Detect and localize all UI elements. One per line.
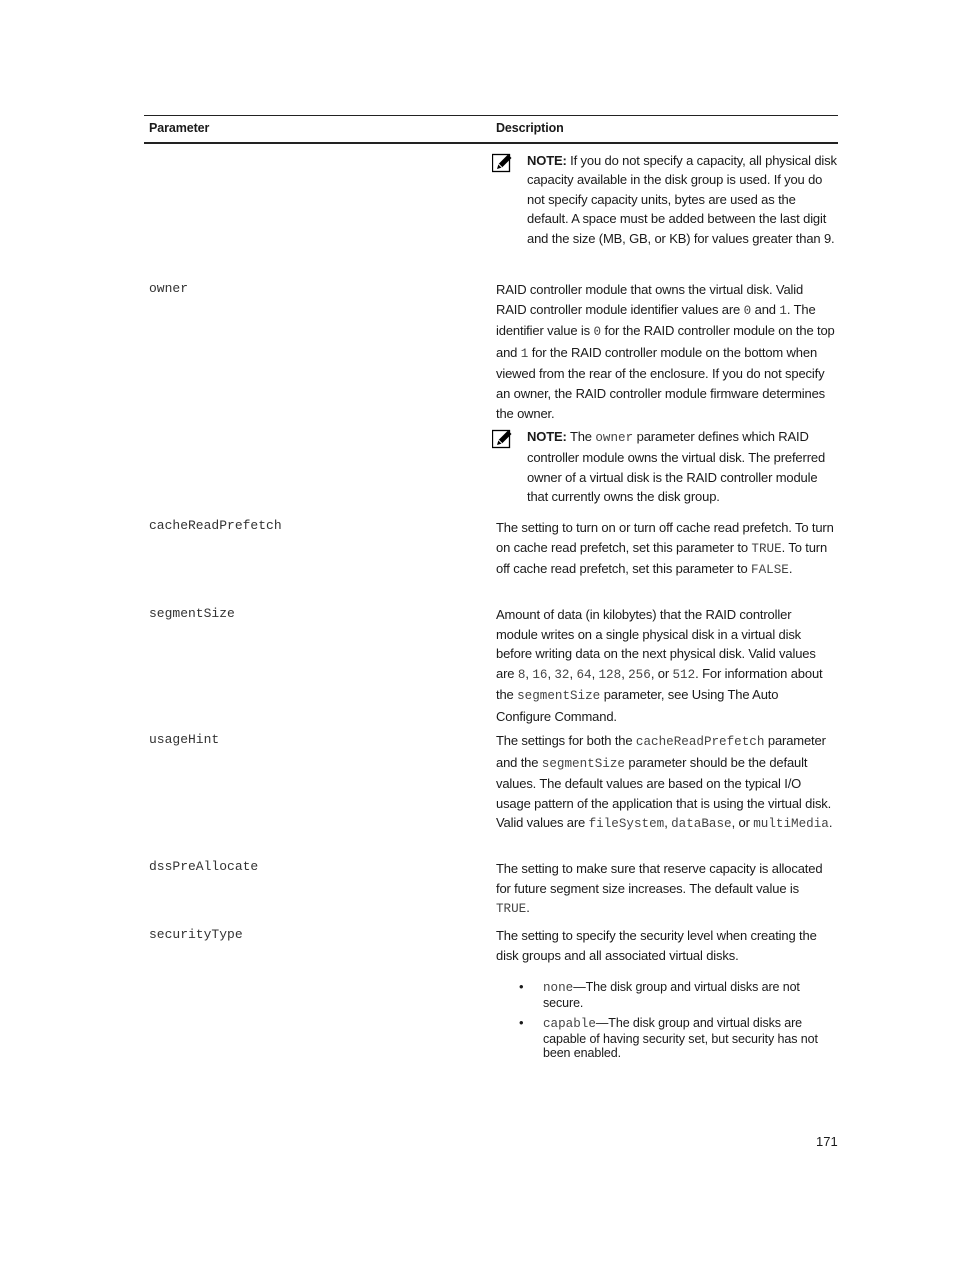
code-value: 1 [520,346,529,361]
note-capacity [527,151,839,248]
desc-text: . [526,900,530,916]
code-value: 512 [672,667,696,682]
desc-text: . To turn off cache read prefetch, set this parameter to [496,539,828,577]
note-text: parameter defines which RAID controller module owns the virtual disk. The preferred owner of a virtual disk is the RAID controller module that currently owns the disk group. [527,429,826,505]
code-value: dataBase [671,817,732,832]
header-description: Description [496,121,564,135]
code-value: segmentSize [541,756,625,771]
code-value: segmentSize [517,689,601,704]
bullet-text: —The disk group and virtual disks are not secure. [543,980,800,1010]
param-usageHint: usageHint [149,732,220,747]
param-cacheReadPrefetch: cacheReadPrefetch [149,518,282,533]
code-value: 0 [743,303,752,318]
desc-text: The settings for both the [496,733,636,748]
page-number: 171 [816,1134,838,1149]
code-value: fileSystem [588,817,665,832]
code-value: 32 [554,667,570,682]
param-securityType: securityType [149,927,243,942]
code-value: owner [595,431,634,445]
desc-securityType: The setting to specify the security level when creating the disk groups and all associated virtual disks. [496,928,817,963]
desc-text: . [788,561,793,577]
code-value: 1 [779,303,787,318]
code-value: 8 [517,667,526,682]
param-dssPreAllocate: dssPreAllocate [149,859,259,874]
desc-text: parameter, see Using The Auto Configure Command. [496,687,779,724]
separator: , [591,665,599,681]
bullet: • [519,979,524,994]
desc-segmentSize [496,605,836,727]
desc-text: Amount of data (in kilobytes) that the RAID controller module writes on a single physical disk in a virtual disk before writing data on the next physical disk. Valid values are [496,607,816,681]
code-value: TRUE [496,902,527,917]
separator: , [525,665,533,681]
desc-text: and [751,301,780,317]
note-owner [527,427,839,507]
code-value: 64 [576,667,592,682]
table-header [144,115,838,144]
desc-dssPreAllocate [496,859,836,920]
note-label: NOTE: [527,429,567,444]
desc-text: The setting to make sure that reserve capacity is allocated for future segment size increases. The default value is [496,861,823,896]
separator: , [621,665,629,681]
note-text: The [569,429,596,444]
note-text: If you do not specify a capacity, all physical disk capacity available in the disk group is used. If you do not specify capacity units, bytes are used as the default. A space must be added between the last digit and the size (MB, GB, or KB) for values greater than 9. [527,153,837,246]
desc-owner [496,280,836,423]
note-label: NOTE: [527,153,567,168]
code-value: TRUE [751,541,782,556]
desc-text: . [828,815,833,831]
desc-text: The setting to turn on or turn off cache read prefetch. To turn on cache read prefetch, set this parameter to [496,520,834,555]
separator: , or [650,665,673,681]
param-owner: owner [149,281,189,296]
desc-cacheReadPrefetch [496,518,836,581]
desc-text: , or [731,815,754,831]
separator: , [547,665,555,681]
separator: , [569,665,577,681]
header-parameter: Parameter [149,121,210,135]
note-pencil-icon [492,428,514,450]
bullet-text: —The disk group and virtual disks are capable of having security set, but security has not been enabled. [543,1016,818,1060]
code-value: none [543,981,574,995]
desc-text: , [664,815,672,831]
code-value: 0 [593,325,602,340]
desc-text: parameter and the [496,733,826,770]
bullet: • [519,1015,524,1030]
param-segmentSize: segmentSize [149,606,235,621]
desc-text: for the RAID controller module on the bottom when viewed from the rear of the enclosure. If you do not specify an owner, the RAID controller module firmware determines the owner. [496,344,826,421]
desc-text: for the RAID controller module on the top and [496,323,835,360]
code-value: 128 [598,667,622,682]
bullet-item-none [543,980,833,1010]
code-value: FALSE [751,563,789,578]
code-value: capable [543,1017,596,1031]
desc-text: . The identifier value is [496,301,816,339]
desc-text: parameter should be the default values. The default values are based on the typical I/O usage pattern of the application that is using the virtual disk. Valid values are [496,754,832,831]
desc-text: . For information about the [496,665,823,703]
code-value: 256 [628,667,651,682]
code-value: multiMedia [753,817,829,832]
code-value: cacheReadPrefetch [635,735,765,749]
desc-text: RAID controller module that owns the virtual disk. Valid RAID controller module identifier values are [496,282,804,317]
code-value: 16 [532,667,548,682]
desc-usageHint [496,731,836,835]
bullet-item-capable [543,1016,833,1061]
note-pencil-icon [492,152,514,174]
